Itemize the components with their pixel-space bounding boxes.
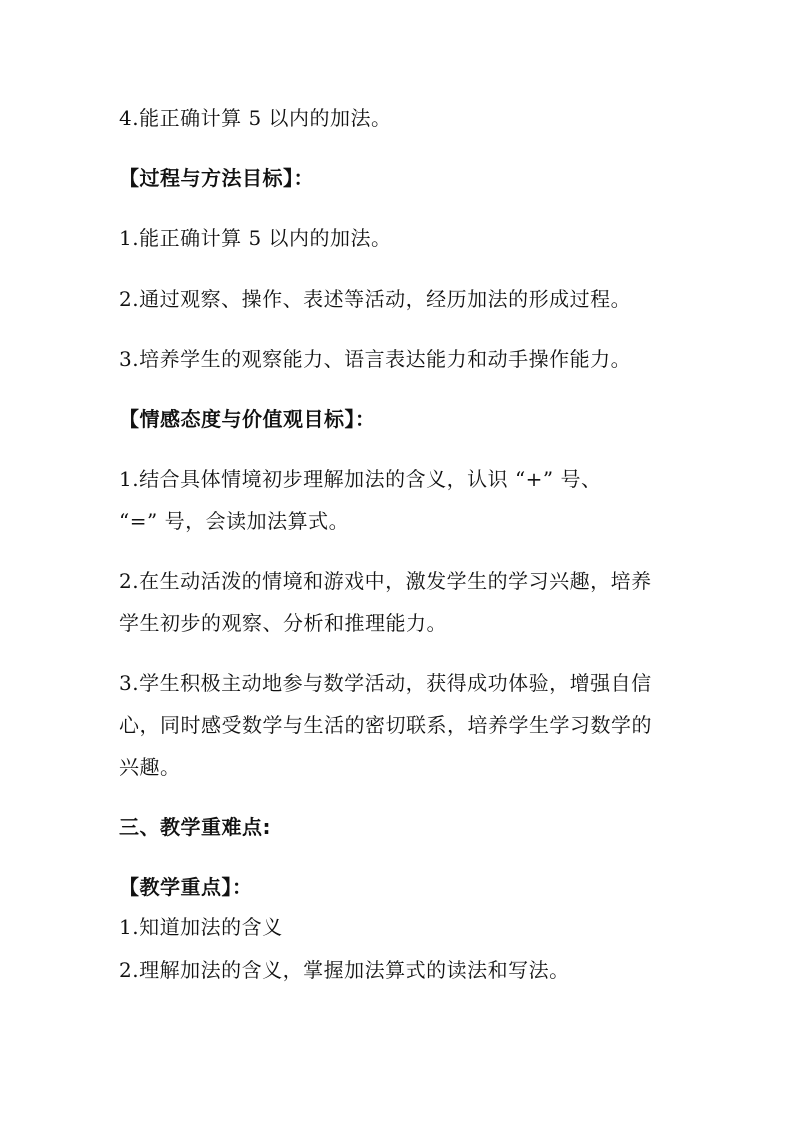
key-points-heading: 【教学重点】： <box>119 875 253 899</box>
key-point-item-2: 2.理解加法的含义，掌握加法算式的读法和写法。 <box>119 958 570 982</box>
emotion-goal-item-3-line-3: 兴趣。 <box>119 755 181 779</box>
emotion-goal-item-1-line-1: 1.结合具体情境初步理解加法的含义，认识 “+” 号、 <box>119 467 602 491</box>
emotion-goal-item-2-line-2: 学生初步的观察、分析和推理能力。 <box>119 611 447 635</box>
emotion-goals-heading: 【情感态度与价值观目标】： <box>119 407 376 431</box>
section-3-heading: 三、教学重难点: <box>119 815 271 839</box>
process-goal-item-1: 1.能正确计算 5 以内的加法。 <box>119 226 392 250</box>
emotion-goal-item-3-line-1: 3.学生积极主动地参与数学活动，获得成功体验，增强自信 <box>119 671 652 695</box>
process-goal-item-3: 3.培养学生的观察能力、语言表达能力和动手操作能力。 <box>119 347 632 371</box>
emotion-goal-item-1-line-2: “=” 号，会读加法算式。 <box>119 509 350 533</box>
process-goal-item-2: 2.通过观察、操作、表述等活动，经历加法的形成过程。 <box>119 287 632 311</box>
process-goals-heading: 【过程与方法目标】： <box>119 166 314 190</box>
emotion-goal-item-3-line-2: 心，同时感受数学与生活的密切联系，培养学生学习数学的 <box>119 713 652 737</box>
emotion-goal-item-2-line-1: 2.在生动活泼的情境和游戏中，激发学生的学习兴趣，培养 <box>119 569 652 593</box>
key-point-item-1: 1.知道加法的含义 <box>119 915 283 939</box>
knowledge-goal-item-4: 4.能正确计算 5 以内的加法。 <box>119 106 392 130</box>
